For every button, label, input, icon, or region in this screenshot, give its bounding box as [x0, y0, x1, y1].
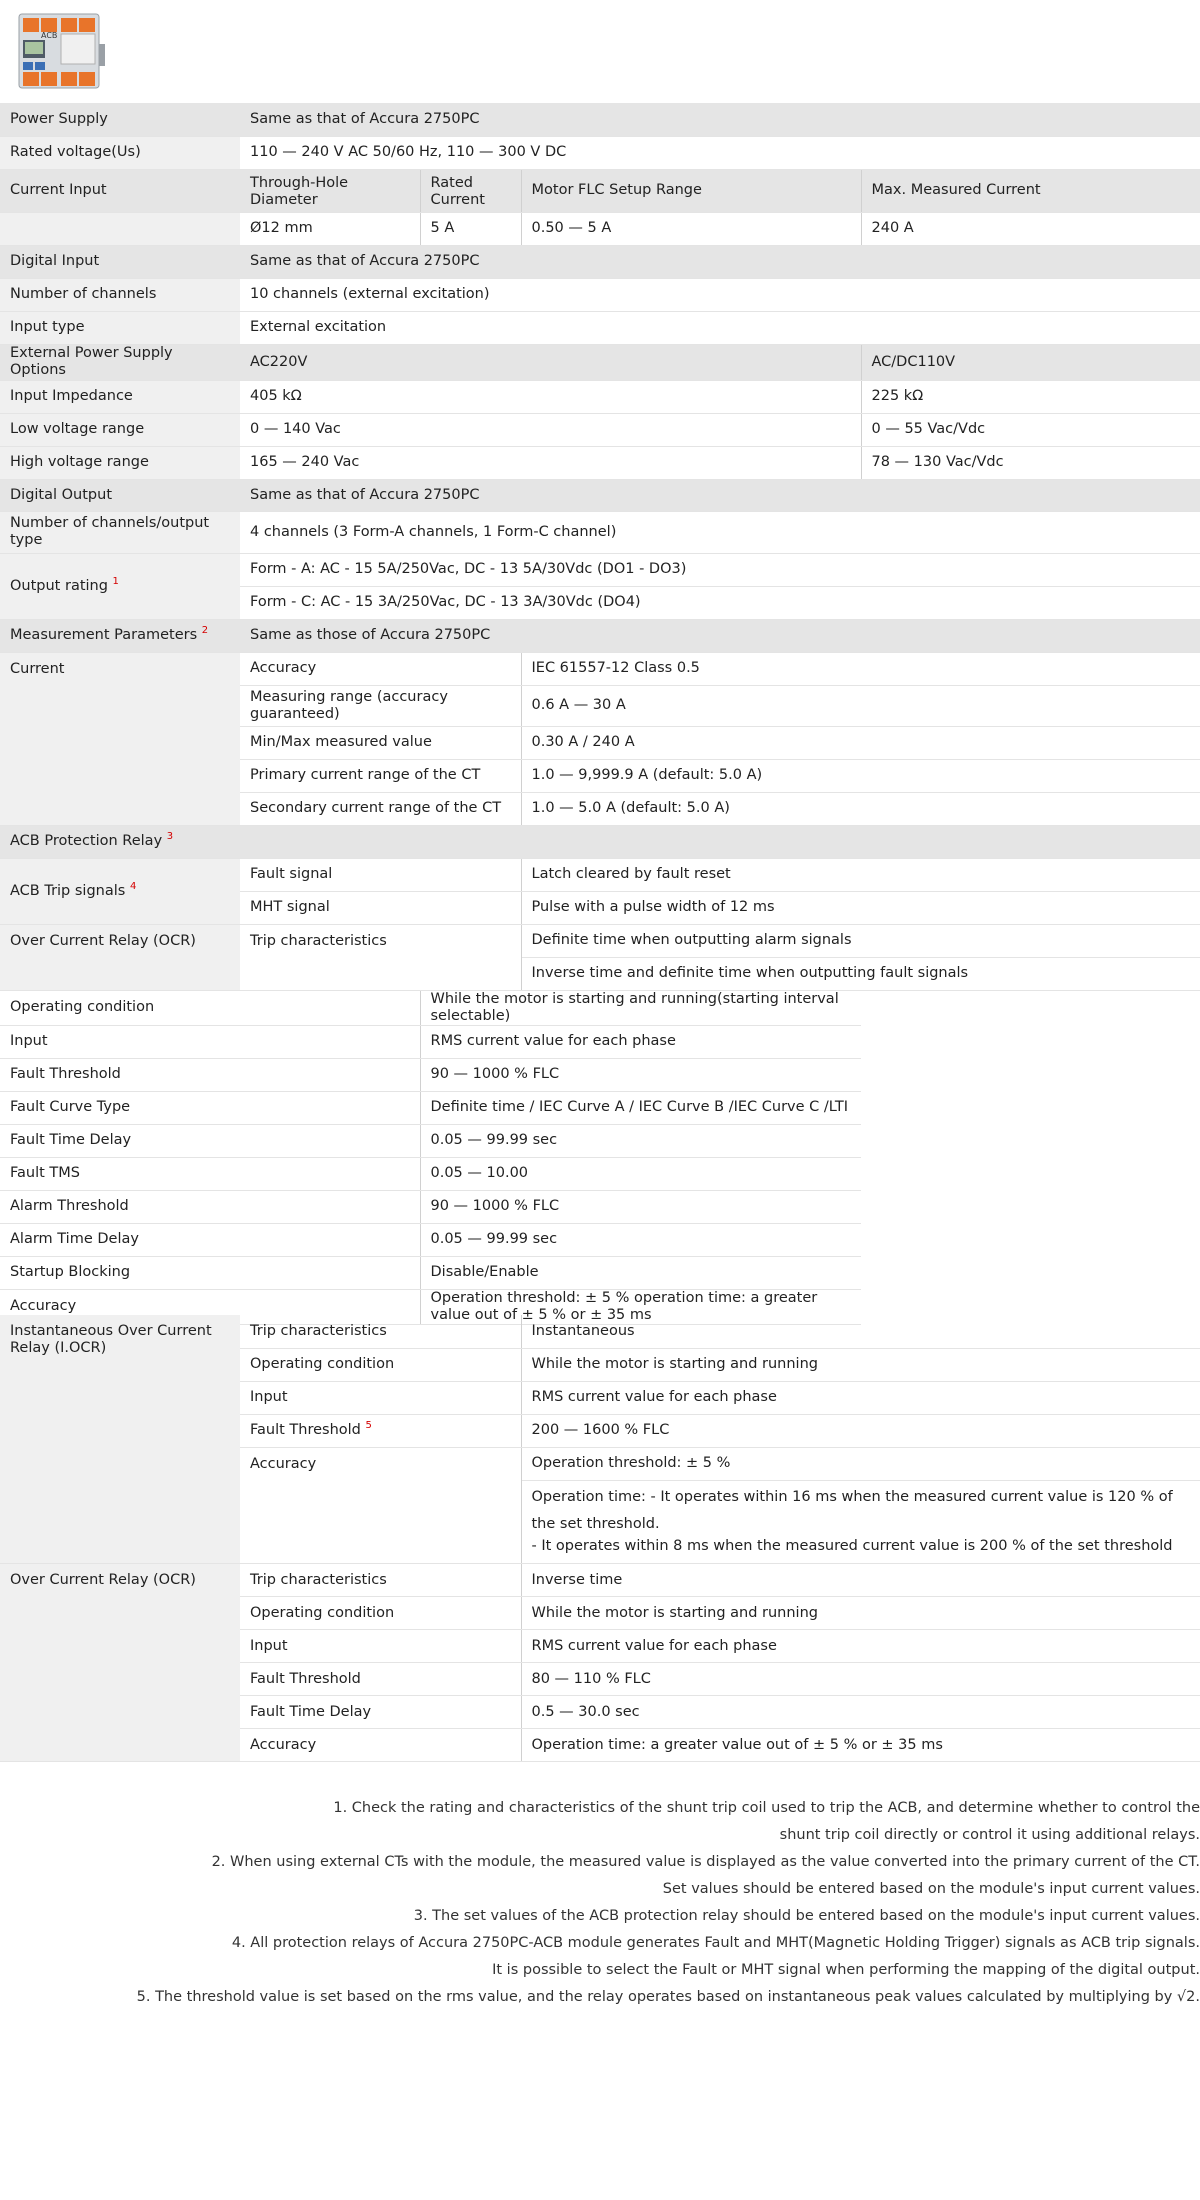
iocr-acc-value-1: Operation threshold: ± 5 %	[521, 1447, 1200, 1480]
do-rating-c: Form - C: AC - 15 3A/250Vac, DC - 13 3A/30Vdc (DO4)	[240, 586, 1200, 619]
ocr-row-5	[0, 1157, 1200, 1190]
iocr-row-2-label: Input	[240, 1381, 521, 1414]
ocr-row-2	[0, 1058, 1200, 1091]
ocr-row-7-label: Alarm Time Delay	[0, 1223, 420, 1256]
ocr-trip-row-a	[0, 924, 1200, 957]
footnote-line: 3. The set values of the ACB protection relay should be entered based on the module's input current values.	[413, 1908, 1200, 1924]
note-ref-4[interactable]: 4	[129, 880, 137, 892]
measurement-row-1-value: 0.6 A — 30 A	[521, 685, 1200, 726]
di-channels-label: Number of channels	[0, 278, 240, 311]
low-voltage-label: Low voltage range	[0, 413, 240, 446]
measurement-row-0	[0, 652, 1200, 685]
ocr2-row-4-label: Fault Time Delay	[240, 1696, 521, 1729]
product-image	[17, 10, 107, 92]
power-supply-value: Same as that of Accura 2750PC	[240, 103, 1200, 136]
iocr-row-0-label: Trip characteristics	[240, 1315, 521, 1348]
high-voltage-label: High voltage range	[0, 446, 240, 479]
low-voltage-col2: 0 — 55 Vac/Vdc	[861, 413, 1200, 446]
ocr-row-3-value: Definite time / IEC Curve A / IEC Curve B /IEC Curve C /LTI	[420, 1091, 861, 1124]
ocr-trip-value-2: Inverse time and definite time when outputting fault signals	[521, 957, 1200, 990]
ocr2-row-2-label: Input	[240, 1630, 521, 1663]
footnote-line: 2. When using external CTs with the module, the measured value is displayed as the value converted into the primary current of the CT.	[211, 1854, 1200, 1870]
ocr-row-2-value: 90 — 1000 % FLC	[420, 1058, 861, 1091]
iocr-row-2-value: RMS current value for each phase	[521, 1381, 1200, 1414]
di-type-label: Input type	[0, 311, 240, 344]
footnote-line: 1. Check the rating and characteristics of the shunt trip coil used to trip the ACB, and determine whether to control the	[333, 1800, 1200, 1816]
ocr-row-6-value: 90 — 1000 % FLC	[420, 1190, 861, 1223]
spec-table-2	[0, 1315, 1200, 1762]
current-input-title: Current Input	[0, 169, 240, 212]
col-header-max: Max. Measured Current	[861, 169, 1200, 212]
measurement-title: Measurement Parameters	[10, 627, 198, 643]
col-header-flc: Motor FLC Setup Range	[521, 169, 861, 212]
note-ref-5[interactable]: 5	[365, 1420, 372, 1432]
trip-row-0-value: Latch cleared by fault reset	[521, 858, 1200, 891]
current-input-header-row	[0, 169, 1200, 212]
col-header-diameter: Through-Hole Diameter	[240, 169, 420, 212]
ocr-row-3	[0, 1091, 1200, 1124]
footnote-line: It is possible to select the Fault or MHT signal when performing the mapping of the digital output.	[492, 1962, 1200, 1978]
footnote-line: 4. All protection relays of Accura 2750PC-ACB module generates Fault and MHT(Magnetic Holding Trigger) signals as ACB trip signals.	[231, 1935, 1200, 1951]
measurement-row-0-label: Accuracy	[240, 652, 521, 685]
digital-input-value: Same as that of Accura 2750PC	[240, 245, 1200, 278]
ocr-row-7	[0, 1223, 1200, 1256]
ocr2-row-3-label: Fault Threshold	[240, 1663, 521, 1696]
value-diameter: Ø12 mm	[240, 212, 420, 245]
spec-table	[0, 103, 1200, 1325]
trip-row-0-label: Fault signal	[240, 858, 521, 891]
ext-power-row	[0, 344, 1200, 380]
ocr-row-7-value: 0.05 — 99.99 sec	[420, 1223, 861, 1256]
trip-row-0	[0, 858, 1200, 891]
impedance-label: Input Impedance	[0, 380, 240, 413]
iocr-row-0-value: Instantaneous	[521, 1315, 1200, 1348]
high-voltage-row	[0, 446, 1200, 479]
trip-label-cell	[0, 858, 240, 924]
iocr-row-0	[0, 1315, 1200, 1348]
measurement-row-4-label: Secondary current range of the CT	[240, 792, 521, 825]
ocr-row-4-label: Fault Time Delay	[0, 1124, 420, 1157]
digital-output-value: Same as that of Accura 2750PC	[240, 479, 1200, 511]
ocr-row-0-value: While the motor is starting and running(starting interval selectable)	[420, 990, 861, 1025]
iocr-acc-value-2: Operation time: - It operates within 16 ms when the measured current value is 120 % of the set threshold.	[531, 1488, 1173, 1532]
iocr-acc-label: Accuracy	[240, 1447, 521, 1564]
ocr2-row-5-value: Operation time: a greater value out of ± 5 % or ± 35 ms	[521, 1729, 1200, 1762]
ocr-row-3-label: Fault Curve Type	[0, 1091, 420, 1124]
power-supply-title: Power Supply	[0, 103, 240, 136]
measurement-row-3-label: Primary current range of the CT	[240, 759, 521, 792]
do-rating-label: Output rating	[10, 577, 108, 594]
digital-output-row	[0, 479, 1200, 511]
di-type-row	[0, 311, 1200, 344]
ocr-row-5-label: Fault TMS	[0, 1157, 420, 1190]
ocr2-row-0-label: Trip characteristics	[240, 1564, 521, 1597]
iocr-fault-label-cell	[240, 1414, 521, 1447]
ocr-row-9-value: Operation threshold: ± 5 % operation time: a greater value out of ± 5 % or ± 35 ms	[420, 1289, 861, 1324]
rated-voltage-row	[0, 136, 1200, 169]
low-voltage-col1: 0 — 140 Vac	[240, 413, 861, 446]
footnote-line: shunt trip coil directly or control it using additional relays.	[779, 1827, 1200, 1843]
ocr-row-4-value: 0.05 — 99.99 sec	[420, 1124, 861, 1157]
trip-row-1-value: Pulse with a pulse width of 12 ms	[521, 891, 1200, 924]
iocr-fault-label: Fault Threshold	[250, 1422, 361, 1438]
ocr2-row-1-label: Operating condition	[240, 1597, 521, 1630]
ocr-label: Over Current Relay (OCR)	[0, 924, 240, 990]
measurement-row	[0, 619, 1200, 652]
do-rating-a-row	[0, 553, 1200, 586]
di-channels-row	[0, 278, 1200, 311]
ocr-row-0-label: Operating condition	[0, 990, 420, 1025]
do-rating-a: Form - A: AC - 15 5A/250Vac, DC - 13 5A/30Vdc (DO1 - DO3)	[240, 553, 1200, 586]
ocr2-row-0-value: Inverse time	[521, 1564, 1200, 1597]
ocr2-row-5-label: Accuracy	[240, 1729, 521, 1762]
impedance-row	[0, 380, 1200, 413]
ocr-row-9-label: Accuracy	[0, 1289, 420, 1324]
measurement-row-0-value: IEC 61557-12 Class 0.5	[521, 652, 1200, 685]
product-label: ACB	[41, 31, 58, 40]
iocr-label: Instantaneous Over Current Relay (I.OCR)	[0, 1315, 240, 1564]
ocr-row-4	[0, 1124, 1200, 1157]
digital-input-title: Digital Input	[0, 245, 240, 278]
ocr-trip-value-1: Definite time when outputting alarm signals	[521, 924, 1200, 957]
impedance-col2: 225 kΩ	[861, 380, 1200, 413]
current-input-values-row	[0, 212, 1200, 245]
digital-output-title: Digital Output	[0, 479, 240, 511]
measurement-value: Same as those of Accura 2750PC	[240, 619, 1200, 652]
ocr-row-6-label: Alarm Threshold	[0, 1190, 420, 1223]
ocr-row-6	[0, 1190, 1200, 1223]
ocr2-row-3-value: 80 — 110 % FLC	[521, 1663, 1200, 1696]
measurement-row-1-label: Measuring range (accuracy guaranteed)	[240, 685, 521, 726]
do-channels-row	[0, 511, 1200, 553]
value-rated: 5 A	[420, 212, 521, 245]
impedance-col1: 405 kΩ	[240, 380, 861, 413]
ocr-row-8-label: Startup Blocking	[0, 1256, 420, 1289]
measurement-current-label: Current	[0, 652, 240, 825]
ext-power-label: External Power Supply Options	[0, 344, 240, 380]
measurement-row-2-label: Min/Max measured value	[240, 726, 521, 759]
footnotes	[20, 1795, 1200, 2011]
measurement-row-3-value: 1.0 — 9,999.9 A (default: 5.0 A)	[521, 759, 1200, 792]
ocr2-row-0	[0, 1564, 1200, 1597]
di-type-value: External excitation	[240, 311, 1200, 344]
ocr-row-8	[0, 1256, 1200, 1289]
trip-row-1-label: MHT signal	[240, 891, 521, 924]
low-voltage-row	[0, 413, 1200, 446]
col-header-rated: Rated Current	[420, 169, 521, 212]
measurement-row-4-value: 1.0 — 5.0 A (default: 5.0 A)	[521, 792, 1200, 825]
footnote-line: Set values should be entered based on the module's input current values.	[662, 1881, 1200, 1897]
ocr-row-1-value: RMS current value for each phase	[420, 1025, 861, 1058]
ocr-row-2-label: Fault Threshold	[0, 1058, 420, 1091]
ext-power-col2: AC/DC110V	[861, 344, 1200, 380]
ext-power-col1: AC220V	[240, 344, 861, 380]
iocr-fault-value: 200 — 1600 % FLC	[521, 1414, 1200, 1447]
ocr2-row-2-value: RMS current value for each phase	[521, 1630, 1200, 1663]
rated-voltage-value: 110 — 240 V AC 50/60 Hz, 110 — 300 V DC	[240, 136, 1200, 169]
rated-voltage-label: Rated voltage(Us)	[0, 136, 240, 169]
di-channels-value: 10 channels (external excitation)	[240, 278, 1200, 311]
trip-label: ACB Trip signals	[10, 882, 126, 899]
iocr-acc-value-3: - It operates within 8 ms when the measured current value is 200 % of the set threshold	[521, 1538, 1200, 1564]
acb-row	[0, 825, 1200, 858]
note-ref-3[interactable]: 3	[166, 831, 174, 843]
note-ref-2[interactable]: 2	[201, 625, 209, 637]
measurement-row-2-value: 0.30 A / 240 A	[521, 726, 1200, 759]
iocr-row-1-value: While the motor is starting and running	[521, 1348, 1200, 1381]
value-max: 240 A	[861, 212, 1200, 245]
ocr-row-8-value: Disable/Enable	[420, 1256, 861, 1289]
measurement-title-cell	[0, 619, 240, 652]
ocr-row-1-label: Input	[0, 1025, 420, 1058]
high-voltage-col2: 78 — 130 Vac/Vdc	[861, 446, 1200, 479]
current-input-blank	[0, 212, 240, 245]
acb-title: ACB Protection Relay	[10, 833, 163, 849]
do-channels-value: 4 channels (3 Form-A channels, 1 Form-C channel)	[240, 511, 1200, 553]
power-supply-row	[0, 103, 1200, 136]
do-rating-label-cell	[0, 553, 240, 619]
ocr-row-0	[0, 990, 1200, 1025]
ocr2-row-1-value: While the motor is starting and running	[521, 1597, 1200, 1630]
ocr-row-5-value: 0.05 — 10.00	[420, 1157, 861, 1190]
note-ref-1[interactable]: 1	[112, 575, 119, 587]
ocr2-row-4-value: 0.5 — 30.0 sec	[521, 1696, 1200, 1729]
do-channels-label: Number of channels/output type	[0, 511, 240, 553]
value-flc: 0.50 — 5 A	[521, 212, 861, 245]
ocr-row-1	[0, 1025, 1200, 1058]
footnote-line: 5. The threshold value is set based on the rms value, and the relay operates based on instantaneous peak values calculated by multiplying by √2.	[136, 1989, 1200, 2005]
ocr-trip-label: Trip characteristics	[240, 924, 521, 990]
high-voltage-col1: 165 — 240 Vac	[240, 446, 861, 479]
acb-title-cell	[0, 825, 1200, 858]
iocr-row-1-label: Operating condition	[240, 1348, 521, 1381]
ocr2-label: Over Current Relay (OCR)	[0, 1564, 240, 1762]
digital-input-row	[0, 245, 1200, 278]
